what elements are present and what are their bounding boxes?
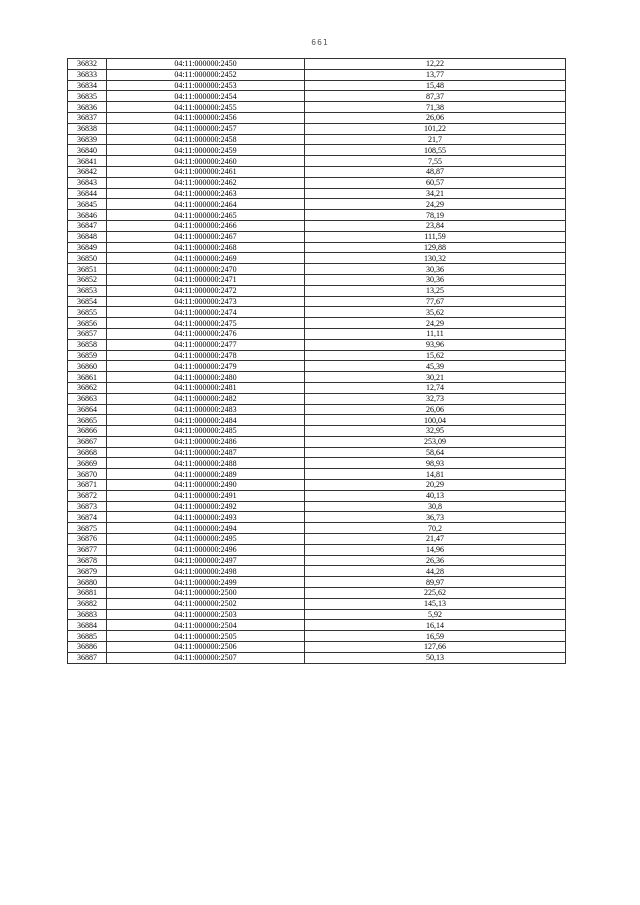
cadastral-number-cell: 04:11:000000:2468 <box>107 242 305 253</box>
table-row <box>68 253 566 264</box>
cadastral-number-cell: 04:11:000000:2455 <box>107 102 305 113</box>
value-cell: 21,7 <box>305 134 566 145</box>
table-row <box>68 59 566 70</box>
cadastral-number-cell: 04:11:000000:2498 <box>107 566 305 577</box>
table-row <box>68 112 566 123</box>
value-cell: 26,36 <box>305 555 566 566</box>
value-cell: 7,55 <box>305 156 566 167</box>
value-cell: 32,73 <box>305 393 566 404</box>
row-number-cell: 36878 <box>68 555 107 566</box>
row-number-cell: 36855 <box>68 307 107 318</box>
row-number-cell: 36857 <box>68 328 107 339</box>
table-row <box>68 512 566 523</box>
cadastral-number-cell: 04:11:000000:2461 <box>107 166 305 177</box>
table-row <box>68 274 566 285</box>
value-cell: 13,77 <box>305 69 566 80</box>
cadastral-number-cell: 04:11:000000:2458 <box>107 134 305 145</box>
cadastral-number-cell: 04:11:000000:2487 <box>107 447 305 458</box>
cadastral-number-cell: 04:11:000000:2467 <box>107 231 305 242</box>
table-row <box>68 588 566 599</box>
row-number-cell: 36845 <box>68 199 107 210</box>
table-row <box>68 123 566 134</box>
table-row <box>68 652 566 663</box>
cadastral-number-cell: 04:11:000000:2456 <box>107 112 305 123</box>
table-row <box>68 415 566 426</box>
cadastral-number-cell: 04:11:000000:2492 <box>107 501 305 512</box>
row-number-cell: 36876 <box>68 534 107 545</box>
cadastral-number-cell: 04:11:000000:2465 <box>107 210 305 221</box>
cadastral-number-cell: 04:11:000000:2494 <box>107 523 305 534</box>
table-row <box>68 91 566 102</box>
value-cell: 253,09 <box>305 436 566 447</box>
value-cell: 129,88 <box>305 242 566 253</box>
value-cell: 13,25 <box>305 285 566 296</box>
row-number-cell: 36837 <box>68 112 107 123</box>
table-row <box>68 631 566 642</box>
cadastral-number-cell: 04:11:000000:2475 <box>107 318 305 329</box>
table-row <box>68 501 566 512</box>
row-number-cell: 36838 <box>68 123 107 134</box>
table-row <box>68 102 566 113</box>
cadastral-number-cell: 04:11:000000:2473 <box>107 296 305 307</box>
table-row <box>68 469 566 480</box>
value-cell: 50,13 <box>305 652 566 663</box>
table-row <box>68 393 566 404</box>
table-row <box>68 80 566 91</box>
cadastral-number-cell: 04:11:000000:2488 <box>107 458 305 469</box>
cadastral-number-cell: 04:11:000000:2484 <box>107 415 305 426</box>
table-row <box>68 318 566 329</box>
cadastral-number-cell: 04:11:000000:2495 <box>107 534 305 545</box>
cadastral-number-cell: 04:11:000000:2454 <box>107 91 305 102</box>
row-number-cell: 36884 <box>68 620 107 631</box>
table-row <box>68 426 566 437</box>
table-row <box>68 210 566 221</box>
table-row <box>68 166 566 177</box>
row-number-cell: 36834 <box>68 80 107 91</box>
table-row <box>68 242 566 253</box>
table-row <box>68 296 566 307</box>
cadastral-number-cell: 04:11:000000:2481 <box>107 382 305 393</box>
cadastral-number-cell: 04:11:000000:2453 <box>107 80 305 91</box>
table-row <box>68 145 566 156</box>
table-row <box>68 534 566 545</box>
cadastral-number-cell: 04:11:000000:2472 <box>107 285 305 296</box>
table-row <box>68 339 566 350</box>
value-cell: 36,73 <box>305 512 566 523</box>
row-number-cell: 36851 <box>68 264 107 275</box>
value-cell: 60,57 <box>305 177 566 188</box>
cadastral-number-cell: 04:11:000000:2463 <box>107 188 305 199</box>
table-row <box>68 231 566 242</box>
value-cell: 30,21 <box>305 372 566 383</box>
table-row <box>68 328 566 339</box>
table-row <box>68 577 566 588</box>
row-number-cell: 36863 <box>68 393 107 404</box>
value-cell: 5,92 <box>305 609 566 620</box>
value-cell: 15,48 <box>305 80 566 91</box>
table-row <box>68 480 566 491</box>
table-row <box>68 620 566 631</box>
table-row <box>68 264 566 275</box>
table-row <box>68 447 566 458</box>
row-number-cell: 36835 <box>68 91 107 102</box>
row-number-cell: 36832 <box>68 59 107 70</box>
row-number-cell: 36887 <box>68 652 107 663</box>
value-cell: 111,59 <box>305 231 566 242</box>
row-number-cell: 36854 <box>68 296 107 307</box>
cadastral-number-cell: 04:11:000000:2460 <box>107 156 305 167</box>
row-number-cell: 36874 <box>68 512 107 523</box>
cadastral-number-cell: 04:11:000000:2470 <box>107 264 305 275</box>
value-cell: 93,96 <box>305 339 566 350</box>
row-number-cell: 36864 <box>68 404 107 415</box>
cadastral-number-cell: 04:11:000000:2464 <box>107 199 305 210</box>
cadastral-number-cell: 04:11:000000:2503 <box>107 609 305 620</box>
row-number-cell: 36862 <box>68 382 107 393</box>
row-number-cell: 36881 <box>68 588 107 599</box>
table-row <box>68 404 566 415</box>
value-cell: 34,21 <box>305 188 566 199</box>
row-number-cell: 36872 <box>68 490 107 501</box>
row-number-cell: 36879 <box>68 566 107 577</box>
cadastral-number-cell: 04:11:000000:2466 <box>107 220 305 231</box>
cadastral-number-cell: 04:11:000000:2491 <box>107 490 305 501</box>
value-cell: 12,22 <box>305 59 566 70</box>
value-cell: 24,29 <box>305 318 566 329</box>
value-cell: 77,67 <box>305 296 566 307</box>
row-number-cell: 36870 <box>68 469 107 480</box>
cadastral-number-cell: 04:11:000000:2478 <box>107 350 305 361</box>
row-number-cell: 36861 <box>68 372 107 383</box>
cadastral-number-cell: 04:11:000000:2480 <box>107 372 305 383</box>
row-number-cell: 36839 <box>68 134 107 145</box>
cadastral-number-cell: 04:11:000000:2497 <box>107 555 305 566</box>
table-row <box>68 285 566 296</box>
cadastral-number-cell: 04:11:000000:2496 <box>107 544 305 555</box>
row-number-cell: 36882 <box>68 598 107 609</box>
table-row <box>68 544 566 555</box>
row-number-cell: 36836 <box>68 102 107 113</box>
cadastral-number-cell: 04:11:000000:2505 <box>107 631 305 642</box>
value-cell: 30,36 <box>305 264 566 275</box>
page-number: 661 <box>311 38 329 47</box>
value-cell: 45,39 <box>305 361 566 372</box>
registry-table-body <box>68 59 566 664</box>
row-number-cell: 36883 <box>68 609 107 620</box>
row-number-cell: 36873 <box>68 501 107 512</box>
cadastral-number-cell: 04:11:000000:2482 <box>107 393 305 404</box>
table-row <box>68 382 566 393</box>
value-cell: 20,29 <box>305 480 566 491</box>
value-cell: 32,95 <box>305 426 566 437</box>
value-cell: 70,2 <box>305 523 566 534</box>
value-cell: 26,06 <box>305 112 566 123</box>
cadastral-number-cell: 04:11:000000:2483 <box>107 404 305 415</box>
value-cell: 127,66 <box>305 642 566 653</box>
table-row <box>68 372 566 383</box>
row-number-cell: 36859 <box>68 350 107 361</box>
cadastral-number-cell: 04:11:000000:2474 <box>107 307 305 318</box>
value-cell: 44,28 <box>305 566 566 577</box>
cadastral-number-cell: 04:11:000000:2486 <box>107 436 305 447</box>
row-number-cell: 36865 <box>68 415 107 426</box>
value-cell: 130,32 <box>305 253 566 264</box>
row-number-cell: 36868 <box>68 447 107 458</box>
value-cell: 16,59 <box>305 631 566 642</box>
table-row <box>68 220 566 231</box>
value-cell: 21,47 <box>305 534 566 545</box>
row-number-cell: 36841 <box>68 156 107 167</box>
table-row <box>68 134 566 145</box>
row-number-cell: 36849 <box>68 242 107 253</box>
row-number-cell: 36858 <box>68 339 107 350</box>
row-number-cell: 36871 <box>68 480 107 491</box>
row-number-cell: 36880 <box>68 577 107 588</box>
cadastral-number-cell: 04:11:000000:2457 <box>107 123 305 134</box>
row-number-cell: 36848 <box>68 231 107 242</box>
table-row <box>68 523 566 534</box>
value-cell: 24,29 <box>305 199 566 210</box>
cadastral-number-cell: 04:11:000000:2489 <box>107 469 305 480</box>
value-cell: 26,06 <box>305 404 566 415</box>
table-row <box>68 350 566 361</box>
row-number-cell: 36850 <box>68 253 107 264</box>
value-cell: 145,13 <box>305 598 566 609</box>
value-cell: 48,87 <box>305 166 566 177</box>
value-cell: 15,62 <box>305 350 566 361</box>
cadastral-number-cell: 04:11:000000:2459 <box>107 145 305 156</box>
row-number-cell: 36844 <box>68 188 107 199</box>
table-row <box>68 458 566 469</box>
value-cell: 71,38 <box>305 102 566 113</box>
cadastral-number-cell: 04:11:000000:2476 <box>107 328 305 339</box>
value-cell: 100,04 <box>305 415 566 426</box>
value-cell: 87,37 <box>305 91 566 102</box>
value-cell: 14,81 <box>305 469 566 480</box>
value-cell: 98,93 <box>305 458 566 469</box>
value-cell: 23,84 <box>305 220 566 231</box>
cadastral-number-cell: 04:11:000000:2477 <box>107 339 305 350</box>
row-number-cell: 36847 <box>68 220 107 231</box>
cadastral-number-cell: 04:11:000000:2462 <box>107 177 305 188</box>
cadastral-number-cell: 04:11:000000:2479 <box>107 361 305 372</box>
table-row <box>68 598 566 609</box>
row-number-cell: 36853 <box>68 285 107 296</box>
table-row <box>68 436 566 447</box>
cadastral-number-cell: 04:11:000000:2450 <box>107 59 305 70</box>
value-cell: 30,36 <box>305 274 566 285</box>
table-row <box>68 490 566 501</box>
table-row <box>68 69 566 80</box>
value-cell: 108,55 <box>305 145 566 156</box>
table-row <box>68 642 566 653</box>
row-number-cell: 36846 <box>68 210 107 221</box>
row-number-cell: 36840 <box>68 145 107 156</box>
cadastral-number-cell: 04:11:000000:2471 <box>107 274 305 285</box>
table-row <box>68 188 566 199</box>
table-row <box>68 566 566 577</box>
cadastral-number-cell: 04:11:000000:2499 <box>107 577 305 588</box>
value-cell: 16,14 <box>305 620 566 631</box>
cadastral-number-cell: 04:11:000000:2490 <box>107 480 305 491</box>
value-cell: 14,96 <box>305 544 566 555</box>
row-number-cell: 36843 <box>68 177 107 188</box>
row-number-cell: 36885 <box>68 631 107 642</box>
row-number-cell: 36833 <box>68 69 107 80</box>
value-cell: 101,22 <box>305 123 566 134</box>
table-row <box>68 609 566 620</box>
row-number-cell: 36877 <box>68 544 107 555</box>
row-number-cell: 36842 <box>68 166 107 177</box>
cadastral-number-cell: 04:11:000000:2485 <box>107 426 305 437</box>
value-cell: 12,74 <box>305 382 566 393</box>
row-number-cell: 36875 <box>68 523 107 534</box>
row-number-cell: 36866 <box>68 426 107 437</box>
table-row <box>68 361 566 372</box>
value-cell: 78,19 <box>305 210 566 221</box>
table-row <box>68 307 566 318</box>
row-number-cell: 36886 <box>68 642 107 653</box>
value-cell: 58,64 <box>305 447 566 458</box>
value-cell: 11,11 <box>305 328 566 339</box>
cadastral-number-cell: 04:11:000000:2493 <box>107 512 305 523</box>
table-row <box>68 199 566 210</box>
row-number-cell: 36856 <box>68 318 107 329</box>
cadastral-number-cell: 04:11:000000:2502 <box>107 598 305 609</box>
value-cell: 40,13 <box>305 490 566 501</box>
value-cell: 35,62 <box>305 307 566 318</box>
cadastral-number-cell: 04:11:000000:2504 <box>107 620 305 631</box>
value-cell: 225,62 <box>305 588 566 599</box>
value-cell: 89,97 <box>305 577 566 588</box>
cadastral-number-cell: 04:11:000000:2506 <box>107 642 305 653</box>
cadastral-number-cell: 04:11:000000:2452 <box>107 69 305 80</box>
cadastral-number-cell: 04:11:000000:2500 <box>107 588 305 599</box>
row-number-cell: 36852 <box>68 274 107 285</box>
registry-table <box>67 58 566 664</box>
table-row <box>68 156 566 167</box>
row-number-cell: 36869 <box>68 458 107 469</box>
table-row <box>68 177 566 188</box>
row-number-cell: 36867 <box>68 436 107 447</box>
value-cell: 30,8 <box>305 501 566 512</box>
row-number-cell: 36860 <box>68 361 107 372</box>
table-row <box>68 555 566 566</box>
cadastral-number-cell: 04:11:000000:2469 <box>107 253 305 264</box>
cadastral-number-cell: 04:11:000000:2507 <box>107 652 305 663</box>
